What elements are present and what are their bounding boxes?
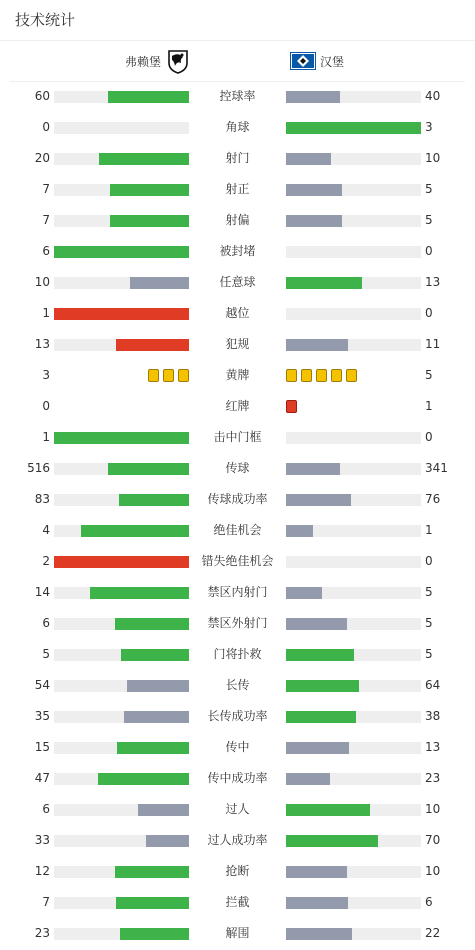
home-bar-fill — [90, 587, 189, 599]
stat-row — [0, 546, 475, 577]
away-bar-fill — [286, 494, 351, 506]
away-bar-track — [286, 835, 421, 847]
away-bar-track — [286, 742, 421, 754]
away-bar-track — [286, 494, 421, 506]
home-value: 6 — [42, 616, 50, 630]
home-value: 60 — [34, 89, 50, 103]
stat-row — [0, 577, 475, 608]
home-value: 10 — [34, 275, 50, 289]
home-value: 15 — [34, 740, 50, 754]
away-bar-fill — [286, 91, 340, 103]
yellow-card-icon — [346, 369, 357, 382]
home-value: 12 — [34, 864, 50, 878]
stat-label: 抢断 — [225, 864, 250, 878]
home-value: 13 — [34, 337, 50, 351]
away-bar-track — [286, 897, 421, 909]
stat-label: 拦截 — [225, 895, 250, 909]
home-value: 0 — [42, 399, 50, 413]
away-value: 5 — [425, 182, 433, 196]
away-value: 70 — [425, 833, 441, 847]
away-bar-fill — [286, 680, 359, 692]
home-bar-fill — [81, 525, 189, 537]
home-value: 1 — [42, 430, 50, 444]
home-value: 3 — [42, 368, 50, 382]
home-bar-track — [54, 742, 189, 754]
stat-label: 传中成功率 — [207, 771, 268, 785]
away-bar-fill — [286, 897, 348, 909]
away-bar-fill — [286, 649, 354, 661]
home-value: 83 — [34, 492, 50, 506]
home-bar-track — [54, 432, 189, 444]
stat-row — [0, 298, 475, 329]
away-bar-fill — [286, 742, 349, 754]
away-bar-fill — [286, 618, 347, 630]
home-bar-fill — [121, 649, 189, 661]
home-bar-fill — [108, 463, 189, 475]
home-bar-fill — [54, 246, 189, 258]
home-bar-fill — [116, 897, 189, 909]
away-bar-track — [286, 153, 421, 165]
away-bar-fill — [286, 122, 421, 134]
stat-label: 被封堵 — [219, 244, 256, 258]
stat-row — [0, 918, 475, 949]
stat-row — [0, 670, 475, 701]
stat-label: 犯规 — [225, 337, 250, 351]
home-bar-fill — [119, 494, 189, 506]
freiburg-crest-icon — [168, 49, 188, 74]
away-bar-track — [286, 432, 421, 444]
away-bar-fill — [286, 463, 340, 475]
away-bar-fill — [286, 711, 356, 723]
yellow-card-icon — [148, 369, 159, 382]
home-bar-fill — [130, 277, 189, 289]
home-value: 1 — [42, 306, 50, 320]
home-value: 2 — [42, 554, 50, 568]
home-bar-fill — [115, 866, 189, 878]
stat-row — [0, 143, 475, 174]
stat-row — [0, 794, 475, 825]
home-bar-fill — [138, 804, 189, 816]
away-bar-fill — [286, 277, 362, 289]
away-value: 341 — [425, 461, 448, 475]
page-title: 技术统计 — [15, 11, 76, 29]
home-bar-track — [54, 494, 189, 506]
home-bar-track — [54, 184, 189, 196]
stat-row — [0, 81, 475, 112]
stat-label: 控球率 — [219, 89, 256, 103]
stat-row — [0, 887, 475, 918]
home-bar-fill — [110, 184, 189, 196]
header — [0, 0, 475, 41]
home-bar-track — [54, 525, 189, 537]
stat-row — [0, 205, 475, 236]
away-bar-track — [286, 339, 421, 351]
home-value: 54 — [34, 678, 50, 692]
away-bar-track — [286, 773, 421, 785]
stat-row — [0, 701, 475, 732]
home-bar-track — [54, 649, 189, 661]
away-value: 0 — [425, 430, 433, 444]
away-value: 13 — [425, 740, 441, 754]
stat-row — [0, 391, 475, 422]
away-bar-fill — [286, 773, 330, 785]
home-value: 20 — [34, 151, 50, 165]
away-bar-track — [286, 618, 421, 630]
teams-header — [10, 41, 465, 82]
away-value: 64 — [425, 678, 441, 692]
away-bar-track — [286, 122, 421, 134]
stat-label: 角球 — [225, 120, 250, 134]
home-bar-track — [54, 215, 189, 227]
away-bar-fill — [286, 835, 378, 847]
away-value: 5 — [425, 647, 433, 661]
stat-row — [0, 422, 475, 453]
away-bar-track — [286, 308, 421, 320]
stat-row — [0, 639, 475, 670]
stat-label: 错失绝佳机会 — [201, 554, 274, 568]
away-team-name: 汉堡 — [320, 55, 345, 69]
stat-label: 长传成功率 — [207, 709, 268, 723]
stat-row — [0, 174, 475, 205]
away-bar-track — [286, 649, 421, 661]
home-bar-fill — [117, 742, 189, 754]
stat-label: 长传 — [225, 678, 250, 692]
away-value: 40 — [425, 89, 441, 103]
away-cards — [286, 400, 301, 413]
home-cards — [144, 369, 189, 382]
stat-label: 射偏 — [225, 213, 250, 227]
away-value: 23 — [425, 771, 441, 785]
home-bar-fill — [54, 308, 189, 320]
away-bar-fill — [286, 339, 348, 351]
home-bar-track — [54, 91, 189, 103]
stat-label: 传球 — [225, 461, 250, 475]
home-value: 47 — [34, 771, 50, 785]
away-value: 5 — [425, 368, 433, 382]
yellow-card-icon — [331, 369, 342, 382]
away-bar-fill — [286, 153, 331, 165]
stat-label: 任意球 — [219, 275, 256, 289]
home-bar-track — [54, 773, 189, 785]
away-bar-fill — [286, 866, 347, 878]
stat-label: 禁区外射门 — [207, 616, 268, 630]
home-bar-fill — [54, 432, 189, 444]
away-bar-fill — [286, 525, 313, 537]
stat-row — [0, 267, 475, 298]
home-bar-fill — [99, 153, 189, 165]
stat-label: 击中门框 — [213, 430, 262, 444]
home-value: 14 — [34, 585, 50, 599]
home-value: 33 — [34, 833, 50, 847]
away-bar-track — [286, 680, 421, 692]
stat-label: 射门 — [225, 151, 250, 165]
yellow-card-icon — [316, 369, 327, 382]
stat-row — [0, 360, 475, 391]
home-bar-track — [54, 153, 189, 165]
home-bar-fill — [146, 835, 189, 847]
away-value: 3 — [425, 120, 433, 134]
away-bar-track — [286, 928, 421, 940]
away-value: 11 — [425, 337, 441, 351]
away-bar-track — [286, 804, 421, 816]
away-bar-fill — [286, 587, 322, 599]
stat-label: 射正 — [225, 182, 250, 196]
home-bar-fill — [115, 618, 189, 630]
home-bar-track — [54, 339, 189, 351]
home-bar-track — [54, 122, 189, 134]
away-value: 5 — [425, 616, 433, 630]
home-bar-track — [54, 866, 189, 878]
home-value: 35 — [34, 709, 50, 723]
away-value: 10 — [425, 864, 441, 878]
home-bar-fill — [110, 215, 189, 227]
home-bar-track — [54, 680, 189, 692]
stat-row — [0, 856, 475, 887]
stat-row — [0, 236, 475, 267]
home-bar-track — [54, 804, 189, 816]
away-bar-track — [286, 587, 421, 599]
away-value: 6 — [425, 895, 433, 909]
away-bar-track — [286, 246, 421, 258]
home-value: 6 — [42, 244, 50, 258]
stat-label: 过人 — [225, 802, 250, 816]
home-value: 23 — [34, 926, 50, 940]
away-bar-fill — [286, 804, 370, 816]
yellow-card-icon — [301, 369, 312, 382]
away-bar-track — [286, 556, 421, 568]
away-bar-track — [286, 91, 421, 103]
home-value: 7 — [42, 213, 50, 227]
home-value: 7 — [42, 182, 50, 196]
stat-label: 红牌 — [225, 399, 250, 413]
home-bar-track — [54, 277, 189, 289]
stat-label: 越位 — [225, 306, 250, 320]
stat-row — [0, 732, 475, 763]
home-bar-track — [54, 618, 189, 630]
away-bar-track — [286, 463, 421, 475]
stat-label: 解围 — [225, 926, 250, 940]
home-value: 516 — [27, 461, 50, 475]
away-value: 38 — [425, 709, 441, 723]
away-value: 13 — [425, 275, 441, 289]
home-bar-track — [54, 835, 189, 847]
home-value: 4 — [42, 523, 50, 537]
stat-label: 绝佳机会 — [213, 523, 262, 537]
away-bar-track — [286, 215, 421, 227]
away-value: 1 — [425, 399, 433, 413]
yellow-card-icon — [178, 369, 189, 382]
home-bar-track — [54, 463, 189, 475]
stat-row — [0, 112, 475, 143]
home-bar-fill — [116, 339, 189, 351]
home-value: 0 — [42, 120, 50, 134]
stat-row — [0, 453, 475, 484]
away-value: 5 — [425, 213, 433, 227]
stat-label: 过人成功率 — [207, 833, 268, 847]
home-team-name: 弗赖堡 — [125, 55, 162, 69]
home-bar-fill — [120, 928, 189, 940]
away-value: 1 — [425, 523, 433, 537]
yellow-card-icon — [163, 369, 174, 382]
away-bar-fill — [286, 184, 342, 196]
stat-label: 传中 — [225, 740, 250, 754]
stat-row — [0, 763, 475, 794]
away-bar-fill — [286, 928, 352, 940]
home-value: 5 — [42, 647, 50, 661]
home-bar-fill — [127, 680, 189, 692]
away-value: 22 — [425, 926, 441, 940]
away-bar-track — [286, 866, 421, 878]
home-bar-track — [54, 897, 189, 909]
stat-label: 黄牌 — [225, 368, 250, 382]
home-bar-fill — [124, 711, 189, 723]
away-value: 5 — [425, 585, 433, 599]
stat-row — [0, 825, 475, 856]
stat-row — [0, 484, 475, 515]
home-bar-track — [54, 246, 189, 258]
hamburg-crest-icon — [290, 52, 316, 70]
home-bar-track — [54, 711, 189, 723]
away-bar-track — [286, 525, 421, 537]
yellow-card-icon — [286, 369, 297, 382]
home-value: 6 — [42, 802, 50, 816]
home-value: 7 — [42, 895, 50, 909]
away-value: 0 — [425, 244, 433, 258]
home-bar-fill — [54, 556, 189, 568]
stat-row — [0, 515, 475, 546]
away-value: 76 — [425, 492, 441, 506]
home-bar-track — [54, 308, 189, 320]
home-bar-fill — [98, 773, 189, 785]
away-value: 10 — [425, 151, 441, 165]
away-cards — [286, 369, 361, 382]
away-value: 0 — [425, 306, 433, 320]
stat-row — [0, 329, 475, 360]
home-bar-track — [54, 556, 189, 568]
away-value: 10 — [425, 802, 441, 816]
away-bar-track — [286, 277, 421, 289]
stat-label: 门将扑救 — [213, 647, 262, 661]
away-value: 0 — [425, 554, 433, 568]
home-bar-track — [54, 587, 189, 599]
stat-label: 传球成功率 — [207, 492, 268, 506]
away-bar-track — [286, 184, 421, 196]
home-bar-track — [54, 928, 189, 940]
home-bar-fill — [108, 91, 189, 103]
away-bar-fill — [286, 215, 342, 227]
stat-row — [0, 608, 475, 639]
red-card-icon — [286, 400, 297, 413]
stat-label: 禁区内射门 — [207, 585, 268, 599]
away-bar-track — [286, 711, 421, 723]
